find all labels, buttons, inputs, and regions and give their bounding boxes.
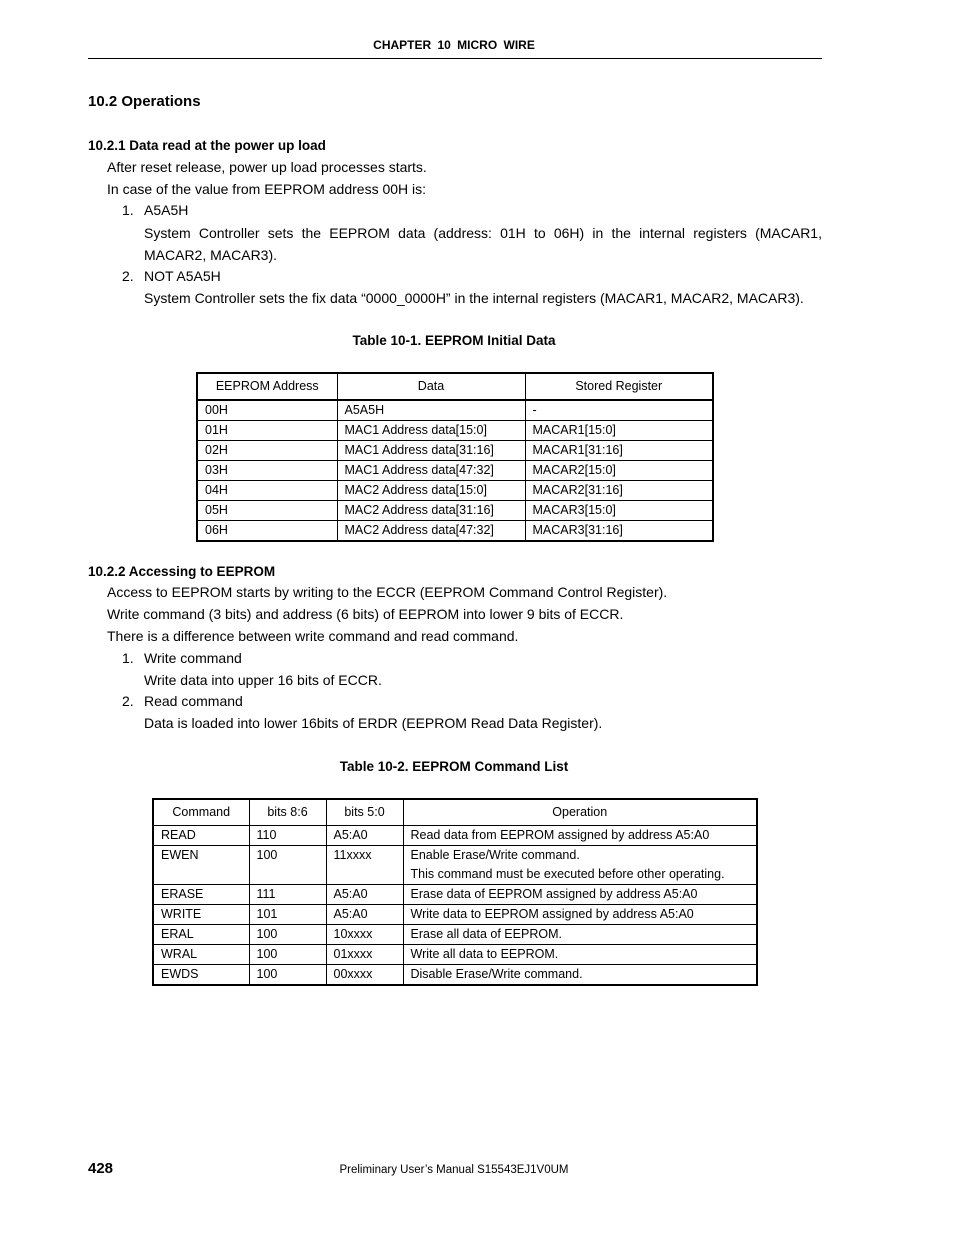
table-row <box>153 826 757 846</box>
eeprom-initial-data-table <box>196 372 714 542</box>
subsection-title-1: 10.2.1 Data read at the power up load <box>88 138 326 153</box>
table-row <box>153 885 757 905</box>
table-cell: MACAR2[15:0] <box>525 461 713 481</box>
table-cell: 111 <box>249 885 326 905</box>
column-header: bits 8:6 <box>249 799 326 826</box>
table-row <box>197 501 713 521</box>
list-item-description: System Controller sets the EEPROM data (address: 01H to 06H) in the internal registers (MACAR1, MACAR2, MACAR3). <box>144 225 822 263</box>
table-cell: A5A5H <box>337 400 525 421</box>
list-item-label: A5A5H <box>144 202 189 218</box>
table-row <box>197 481 713 501</box>
paragraph: After reset release, power up load processes starts. <box>107 159 427 175</box>
table-cell: 110 <box>249 826 326 846</box>
table-cell: MAC1 Address data[15:0] <box>337 421 525 441</box>
table-cell: MAC1 Address data[47:32] <box>337 461 525 481</box>
table-cell: 05H <box>197 501 337 521</box>
table-cell: Read data from EEPROM assigned by address A5:A0 <box>403 826 757 846</box>
table-cell: 06H <box>197 521 337 542</box>
list-item-number: 1. <box>122 650 134 666</box>
section-title: 10.2 Operations <box>88 93 201 110</box>
table-cell: Erase all data of EEPROM. <box>403 925 757 945</box>
table-cell: 01xxxx <box>326 945 403 965</box>
table-cell: 04H <box>197 481 337 501</box>
list-item-label: Write command <box>144 650 242 666</box>
paragraph: There is a difference between write command and read command. <box>107 628 519 644</box>
table-cell: Erase data of EEPROM assigned by address A5:A0 <box>403 885 757 905</box>
table-cell: 100 <box>249 925 326 945</box>
table-cell: MACAR2[31:16] <box>525 481 713 501</box>
paragraph: In case of the value from EEPROM address 00H is: <box>107 181 427 197</box>
table-cell: Disable Erase/Write command. <box>403 965 757 986</box>
table-cell: 10xxxx <box>326 925 403 945</box>
table-row <box>197 400 713 421</box>
list-item-number: 2. <box>122 268 134 284</box>
table-cell: ERASE <box>153 885 249 905</box>
table-cell: 100 <box>249 945 326 965</box>
table-cell: Write all data to EEPROM. <box>403 945 757 965</box>
table-cell: EWDS <box>153 965 249 986</box>
table-cell: MACAR3[31:16] <box>525 521 713 542</box>
paragraph: Access to EEPROM starts by writing to the ECCR (EEPROM Command Control Register). <box>107 584 668 600</box>
table-cell: A5:A0 <box>326 826 403 846</box>
table-cell: 100 <box>249 965 326 986</box>
table-cell: READ <box>153 826 249 846</box>
table-cell <box>403 846 757 885</box>
table-row <box>197 461 713 481</box>
list-item-description: Data is loaded into lower 16bits of ERDR (EEPROM Read Data Register). <box>144 715 603 731</box>
table-cell: EWEN <box>153 846 249 885</box>
table-row <box>153 965 757 986</box>
table-cell: MAC1 Address data[31:16] <box>337 441 525 461</box>
list-item-label: Read command <box>144 693 243 709</box>
table-header-row <box>153 799 757 826</box>
table-cell: WRAL <box>153 945 249 965</box>
table-row <box>153 945 757 965</box>
table-row <box>153 905 757 925</box>
table-cell: MAC2 Address data[31:16] <box>337 501 525 521</box>
list-item-number: 1. <box>122 202 134 218</box>
table-cell: WRITE <box>153 905 249 925</box>
table-cell: 11xxxx <box>326 846 403 885</box>
table-cell: 01H <box>197 421 337 441</box>
table-row <box>197 441 713 461</box>
table-cell: MAC2 Address data[15:0] <box>337 481 525 501</box>
table-cell: MAC2 Address data[47:32] <box>337 521 525 542</box>
list-item-description: System Controller sets the fix data “0000_0000H” in the internal registers (MACAR1, MACAR2, MACAR3). <box>144 290 804 306</box>
table-row <box>153 846 757 885</box>
table-row <box>197 421 713 441</box>
list-item-number: 2. <box>122 693 134 709</box>
table-cell: A5:A0 <box>326 885 403 905</box>
table-cell: 100 <box>249 846 326 885</box>
table-cell: MACAR3[15:0] <box>525 501 713 521</box>
table-cell: 02H <box>197 441 337 461</box>
table-row <box>153 925 757 945</box>
column-header: Stored Register <box>525 373 713 400</box>
column-header: EEPROM Address <box>197 373 337 400</box>
table-cell: - <box>525 400 713 421</box>
column-header: bits 5:0 <box>326 799 403 826</box>
header-rule <box>88 58 822 59</box>
operation-line: This command must be executed before other operating. <box>410 867 725 881</box>
table-cell: A5:A0 <box>326 905 403 925</box>
page-number: 428 <box>88 1160 114 1177</box>
column-header: Operation <box>403 799 757 826</box>
table-cell: ERAL <box>153 925 249 945</box>
chapter-header: CHAPTER 10 MICRO WIRE <box>373 38 535 52</box>
table-cell: MACAR1[31:16] <box>525 441 713 461</box>
table-cell: 00xxxx <box>326 965 403 986</box>
list-item-label: NOT A5A5H <box>144 268 221 284</box>
table-cell: Write data to EEPROM assigned by address A5:A0 <box>403 905 757 925</box>
operation-line: Enable Erase/Write command. <box>410 848 580 862</box>
subsection-title-2: 10.2.2 Accessing to EEPROM <box>88 564 276 579</box>
table-cell: 00H <box>197 400 337 421</box>
table-caption: Table 10-2. EEPROM Command List <box>339 759 569 774</box>
table-cell: 101 <box>249 905 326 925</box>
list-item-description: Write data into upper 16 bits of ECCR. <box>144 672 382 688</box>
table-cell: 03H <box>197 461 337 481</box>
column-header: Data <box>337 373 525 400</box>
footer-text: Preliminary User’s Manual S15543EJ1V0UM <box>339 1164 569 1176</box>
paragraph: Write command (3 bits) and address (6 bits) of EEPROM into lower 9 bits of ECCR. <box>107 606 624 622</box>
eeprom-command-list-table <box>152 798 758 986</box>
column-header: Command <box>153 799 249 826</box>
table-cell: MACAR1[15:0] <box>525 421 713 441</box>
table-header-row <box>197 373 713 400</box>
table-row <box>197 521 713 542</box>
table-caption: Table 10-1. EEPROM Initial Data <box>352 333 556 348</box>
